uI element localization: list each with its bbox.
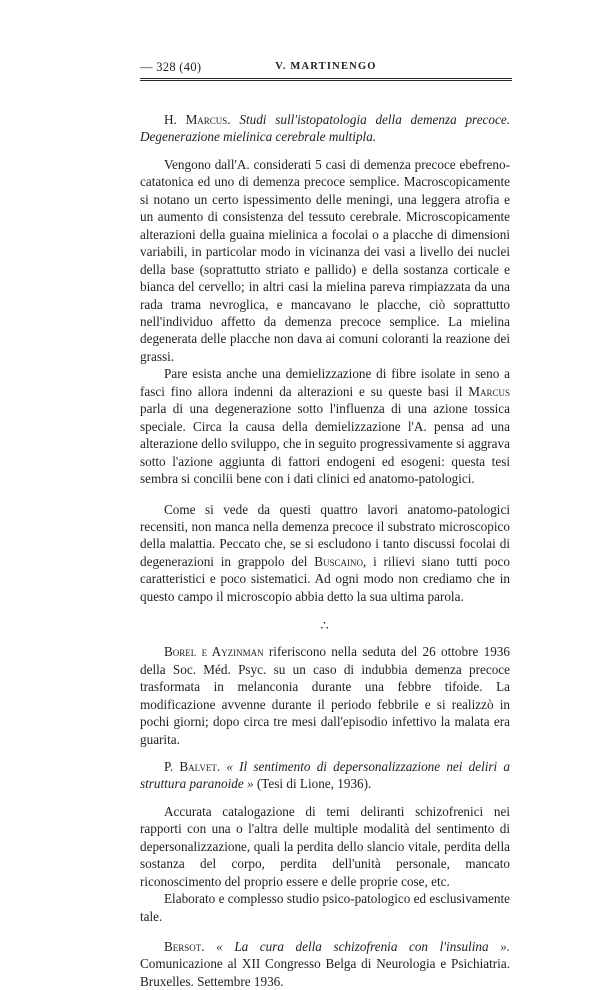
borel-paragraph [140,643,510,748]
section-separator: ∴ [320,618,330,634]
page-number: — 328 (40) [140,60,202,74]
article-title: Studi sull'istopatologia della demenza precoce. Degenerazione mielinica cerebrale multipla. [140,112,510,145]
marcus-citation [140,111,510,146]
bersot-citation [140,938,510,990]
author-name: Bersot. [164,939,205,955]
body-text [140,101,510,990]
text-run: riferiscono nella seduta del 26 ottobre 1936 della Soc. Méd. Psyc. su un caso di indubbia demenza precoce trasformata in melanconia durante una febbre tifoide. La modificazione avvenne durante il periodo febbrile e si realizzò in pochi giorni; dopo circa tre mesi dall'episodio infettivo la malata era guarita. [140,644,510,747]
paragraph [140,365,510,487]
text-run: Pare esista anche una demielizzazione di fibre isolate in seno a fasci fino allora indenni da alterazioni e su queste basi il [140,366,510,399]
paragraph: Accurata catalogazione di temi deliranti schizofrenici nei rapporti con una o l'altra delle multiple modalità del sentimento di depersonalizzazione, quali la perdita dello slancio vitale, perdita della sostanza del corpo, perdita dell'unità personale, mancato riconoscimento del proprio essere e delle proprie cose, etc. [140,803,510,889]
summary-paragraph [140,501,510,606]
paragraph: Elaborato e complesso studio psico-patologico ed esclusivamente tale. [140,891,510,924]
author-name: H. Marcus. [164,112,231,127]
balvet-citation [140,758,510,793]
author-name: P. Balvet. [164,758,221,774]
text-run: Come si vede da questi quattro lavori anatomo-patologici recensiti, non manca nella demenza precoce il substrato microscopico della malattia. Peccato che, se si escludono i tanto discussi focolai di degenerazioni in grappolo del [140,501,510,569]
text-run: , i rilievi siano tutti poco caratteristici e poco sistematici. Ad ogni modo non crediamo che in questo campo il microscopio abbia detto la sua ultima parola. [140,553,510,604]
article-title: « La cura della schizofrenia con l'insulina ». [216,939,510,955]
page-header [140,60,512,76]
text-run: parla di una degenerazione sotto l'influenza di una azione tossica speciale. Circa la causa della demielizzazione l'A. pensa ad una alterazione dello sviluppo, che in seguito progressivamente si aggrava sotto l'azione aggiunta di fattori endogeni ed esogeni: questa tesi sembra si concilii bene con i dati clinici ed anatomo-patologici. [140,401,510,487]
author-name: Borel e Ayzinman [164,644,264,660]
running-head: V. MARTINENGO [275,61,377,72]
citation-source: (Tesi di Lione, 1936). [256,776,372,792]
paragraph: Vengono dall'A. considerati 5 casi di demenza precoce ebefreno-catatonica ed uno di demenza precoce semplice. Macroscopicamente si notano un certo ispessimento delle meningi, una leggera atrofia e un aumento di consistenza del tessuto cerebrale. Microscopicamente alterazioni della guaina mielinica a focolai o a placche di dimensioni variabili, in particolar modo in vicinanza dei vasi a livello dei nuclei della base (soprattutto striato e pallido) e della sostanza corticale e bianca del cervello; in altri casi la mielina pareva rimpiazzata da una rada trama nevroglica, e mancavano le placche, ciò soprattutto nell'individuo affetto da demenza precoce semplice. La mielina degenerata delle placche non dava ai comuni coloranti la reazione dei grassi. [140,156,510,364]
text-run: Comunicazione al XII Congresso Belga di Neurologia e Psichiatria. Bruxelles. Settembre 1936. [140,956,510,989]
article-title: « Il sentimento di depersonalizzazione nei deliri a struttura paranoide » [140,758,510,792]
cited-name: Marcus [468,383,510,399]
header-rule [140,78,512,81]
cited-name: Buscaino [314,553,364,569]
